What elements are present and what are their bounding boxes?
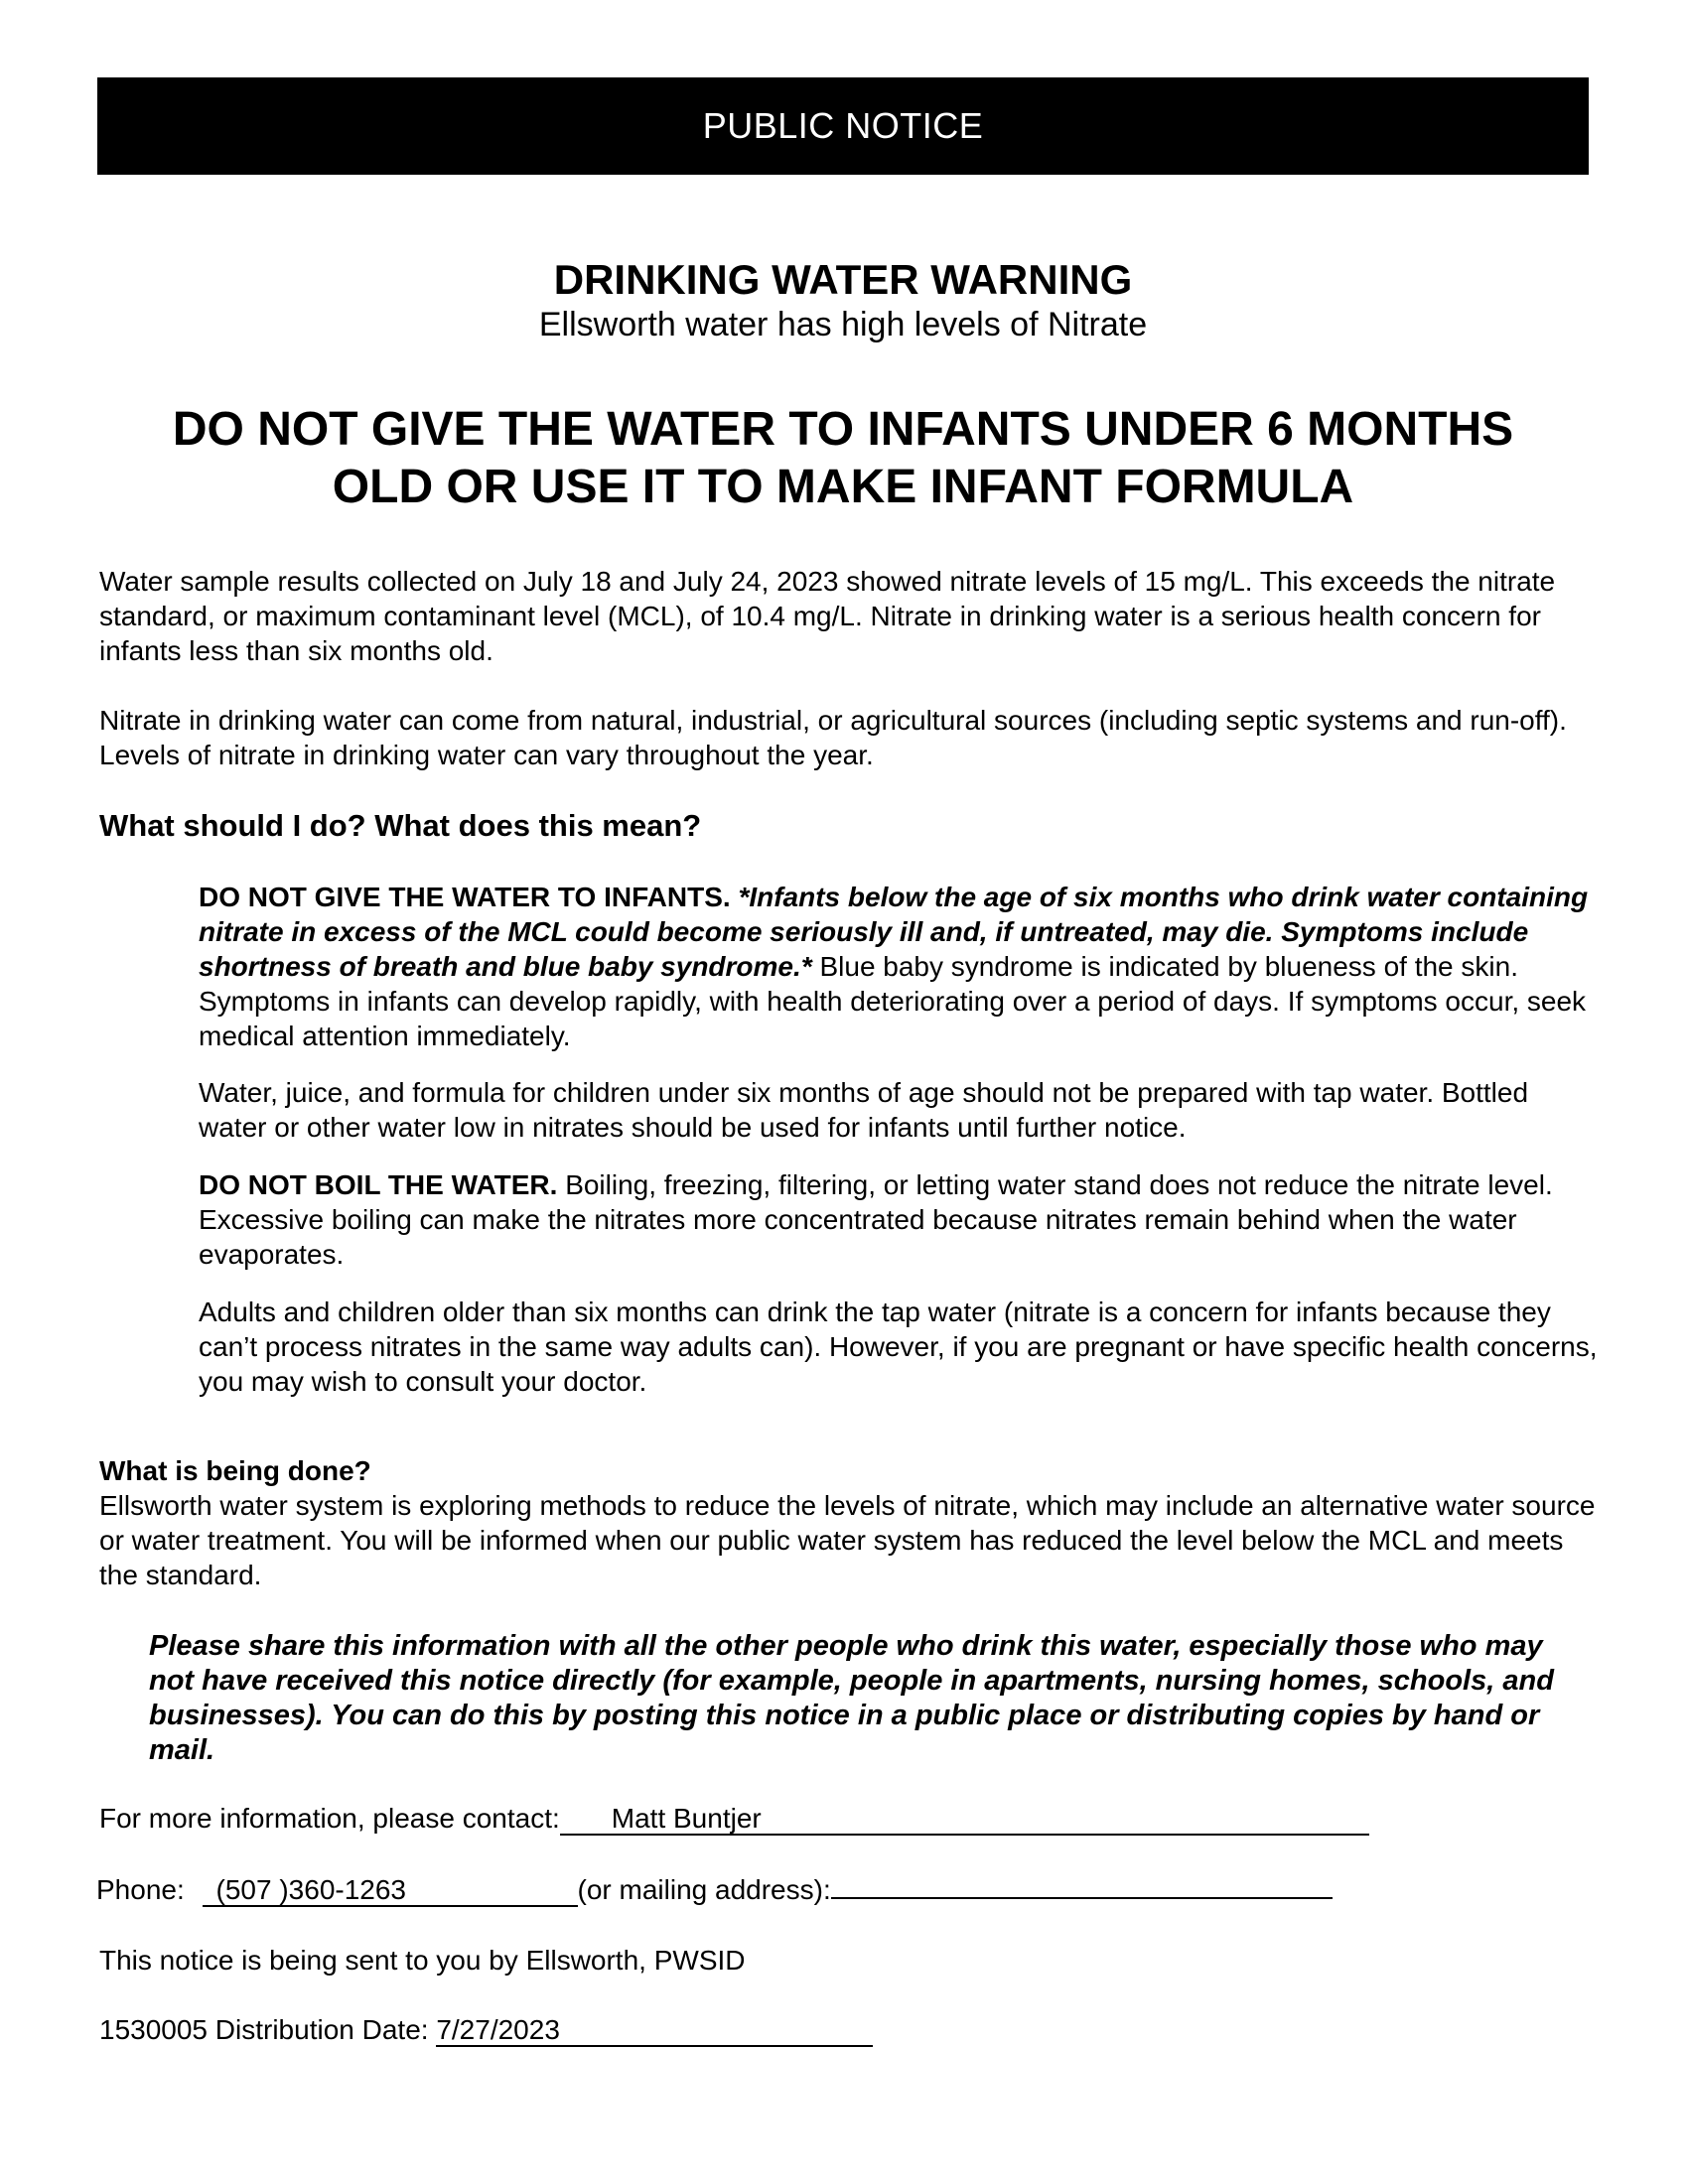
do-not-boil-bold: DO NOT BOIL THE WATER.: [199, 1169, 558, 1200]
contact-line: [99, 1801, 1369, 1836]
being-done-heading: What is being done?: [99, 1455, 371, 1486]
phone-label: Phone:: [96, 1874, 185, 1905]
phone-value: (507 )360-1263: [215, 1874, 407, 1905]
distribution-date-field: [436, 2015, 873, 2047]
contact-name: Matt Buntjer: [611, 1803, 762, 1834]
warning-title: DRINKING WATER WARNING: [553, 256, 1133, 303]
infant-warning-text: Blue baby syndrome is indicated by blueness of the skin. Symptoms in infants can develop rapidly, with health deteriorating over a period of days. If symptoms occur, seek medical attention immediately.: [199, 951, 1587, 1051]
headline-line-1: DO NOT GIVE THE WATER TO INFANTS UNDER 6 MONTHS: [172, 403, 1514, 456]
mailing-label: (or mailing address):: [577, 1874, 831, 1905]
warning-subtitle: Ellsworth water has high levels of Nitrate: [538, 306, 1148, 343]
headline: [97, 401, 1589, 516]
what-to-do-heading: What should I do? What does this mean?: [99, 808, 702, 843]
contact-label: For more information, please contact:: [99, 1803, 560, 1834]
intro-paragraph-2: Nitrate in drinking water can come from natural, industrial, or agricultural sources (including septic systems and run-off). Levels of nitrate in drinking water can vary throughout the year.: [99, 705, 1567, 770]
contact-name-field: [560, 1804, 1369, 1836]
do-not-boil-text: Boiling, freezing, filtering, or letting water stand does not reduce the nitrate level. Excessive boiling can make the nitrates more concentrated because nitrates remain behind when the water evaporates.: [199, 1169, 1553, 1270]
infant-warning-paragraph: [199, 880, 1599, 1053]
formula-paragraph: Water, juice, and formula for children under six months of age should not be prepared with tap water. Bottled water or other water low in nitrates should be used for infants until further notice.: [199, 1077, 1529, 1143]
sent-by-line: This notice is being sent to you by Ellsworth, PWSID: [99, 1945, 746, 1976]
adults-paragraph: Adults and children older than six months can drink the tap water (nitrate is a concern for infants because they can’t process nitrates in the same way adults can). However, if you are pregnant or have specific health concerns, you may wish to consult your doctor.: [199, 1297, 1598, 1397]
public-notice-banner: PUBLIC NOTICE: [97, 77, 1589, 175]
distribution-line: [99, 2012, 873, 2047]
distribution-label: 1530005 Distribution Date:: [99, 2014, 429, 2045]
being-done-text: Ellsworth water system is exploring methods to reduce the levels of nitrate, which may include an alternative water source or water treatment. You will be informed when our public water system has reduced the level below the MCL and meets the standard.: [99, 1490, 1596, 1590]
share-notice: Please share this information with all the other people who drink this water, especially those who may not have received this notice directly (for example, people in apartments, nursing homes, schools, and businesses). You can do this by posting this notice in a public place or distributing copies by hand or mail.: [149, 1630, 1554, 1766]
intro-paragraph-1: Water sample results collected on July 18 and July 24, 2023 showed nitrate levels of 15 mg/L. This exceeds the nitrate standard, or maximum contaminant level (MCL), of 10.4 mg/L. Nitrate in drinking water is a serious health concern for infants less than six months old.: [99, 566, 1556, 666]
mailing-address-field: [831, 1897, 1333, 1899]
infant-warning-bold: DO NOT GIVE THE WATER TO INFANTS.: [199, 882, 731, 912]
do-not-boil-paragraph: [199, 1167, 1599, 1272]
distribution-date: 7/27/2023: [436, 2014, 560, 2045]
phone-field: [203, 1875, 578, 1907]
phone-line: [96, 1872, 1333, 1907]
headline-line-2: OLD OR USE IT TO MAKE INFANT FORMULA: [332, 461, 1354, 513]
infant-warning-emphasis: *Infants below the age of six months who drink water containing nitrate in excess of the MCL could become seriously ill and, if untreated, may die. Symptoms include shortness of breath and blue baby syndrome.*: [199, 882, 1589, 982]
